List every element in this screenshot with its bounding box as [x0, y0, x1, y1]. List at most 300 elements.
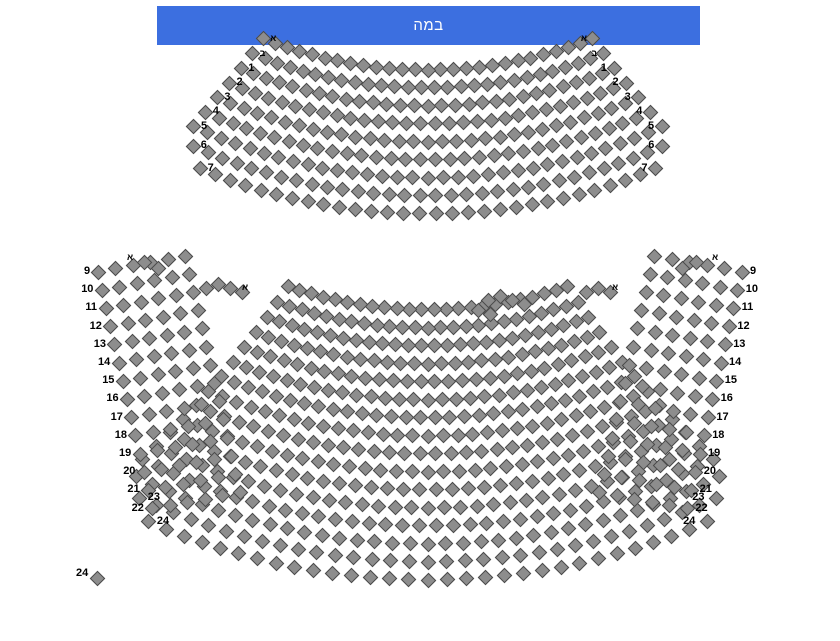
seat[interactable] — [385, 535, 401, 551]
seat[interactable] — [228, 508, 244, 524]
seat[interactable] — [449, 133, 465, 149]
seat[interactable] — [380, 481, 396, 497]
seat[interactable] — [195, 321, 211, 337]
seat[interactable] — [420, 428, 436, 444]
seat[interactable] — [329, 108, 345, 124]
seat[interactable] — [234, 434, 250, 450]
seat[interactable] — [176, 400, 192, 416]
seat[interactable] — [537, 360, 553, 376]
seat[interactable] — [316, 473, 332, 489]
seat[interactable] — [435, 428, 451, 444]
seat[interactable] — [550, 431, 566, 447]
seat[interactable] — [284, 467, 300, 483]
seat[interactable] — [287, 559, 303, 575]
seat[interactable] — [505, 440, 521, 456]
seat[interactable] — [700, 334, 716, 350]
seat[interactable] — [581, 310, 597, 326]
seat[interactable] — [352, 297, 368, 313]
seat[interactable] — [575, 369, 591, 385]
seat[interactable] — [413, 116, 429, 132]
seat[interactable] — [628, 541, 644, 557]
seat[interactable] — [231, 546, 247, 562]
seat[interactable] — [286, 154, 302, 170]
seat[interactable] — [441, 374, 457, 390]
seat[interactable] — [465, 426, 481, 442]
seat[interactable] — [343, 55, 359, 71]
seat[interactable] — [643, 266, 659, 282]
seat[interactable] — [283, 60, 299, 76]
seat[interactable] — [486, 406, 502, 422]
seat[interactable] — [138, 312, 154, 328]
seat[interactable] — [402, 536, 418, 552]
seat[interactable] — [129, 276, 145, 292]
seat[interactable] — [320, 179, 336, 195]
seat[interactable] — [525, 418, 541, 434]
seat[interactable] — [591, 551, 607, 567]
seat[interactable] — [350, 184, 366, 200]
seat[interactable] — [544, 396, 560, 412]
seat[interactable] — [345, 165, 361, 181]
seat[interactable] — [439, 554, 455, 570]
seat[interactable] — [444, 206, 460, 222]
seat[interactable] — [494, 550, 510, 566]
seat[interactable] — [626, 339, 642, 355]
seat[interactable] — [622, 524, 638, 540]
seat[interactable] — [654, 138, 670, 154]
seat[interactable] — [501, 146, 517, 162]
seat[interactable] — [509, 311, 525, 327]
seat[interactable] — [319, 309, 335, 325]
seat[interactable] — [609, 546, 625, 562]
seat[interactable] — [401, 338, 417, 354]
seat[interactable] — [420, 464, 436, 480]
seat[interactable] — [442, 410, 458, 426]
seat[interactable] — [687, 388, 703, 404]
seat[interactable] — [499, 459, 515, 475]
seat[interactable] — [452, 463, 468, 479]
seat[interactable] — [581, 165, 597, 181]
seat[interactable] — [357, 316, 373, 332]
seat[interactable] — [477, 389, 493, 405]
seat[interactable] — [326, 347, 342, 363]
seat[interactable] — [262, 517, 278, 533]
seat[interactable] — [129, 352, 145, 368]
seat[interactable] — [506, 182, 522, 198]
seat[interactable] — [311, 399, 327, 415]
seat[interactable] — [540, 470, 556, 486]
seat[interactable] — [340, 349, 356, 365]
seat[interactable] — [405, 428, 421, 444]
seat[interactable] — [305, 490, 321, 506]
seat[interactable] — [377, 300, 393, 316]
seat[interactable] — [377, 132, 393, 148]
seat[interactable] — [368, 59, 384, 75]
seat[interactable] — [692, 370, 708, 386]
seat[interactable] — [211, 502, 227, 518]
seat[interactable] — [193, 161, 209, 177]
seat[interactable] — [664, 528, 680, 544]
seat[interactable] — [298, 83, 314, 99]
seat[interactable] — [336, 440, 352, 456]
seat[interactable] — [501, 349, 517, 365]
seat[interactable] — [229, 394, 245, 410]
seat[interactable] — [391, 133, 407, 149]
seat[interactable] — [479, 334, 495, 350]
seat[interactable] — [708, 297, 724, 313]
seat[interactable] — [551, 486, 567, 502]
seat[interactable] — [343, 110, 359, 126]
seat[interactable] — [657, 512, 673, 528]
seat[interactable] — [219, 524, 235, 540]
seat[interactable] — [310, 141, 326, 157]
seat[interactable] — [215, 150, 231, 166]
seat[interactable] — [440, 80, 456, 96]
seat[interactable] — [503, 495, 519, 511]
seat[interactable] — [428, 482, 444, 498]
seat[interactable] — [302, 102, 318, 118]
seat[interactable] — [478, 570, 494, 586]
seat[interactable] — [492, 129, 508, 145]
seat[interactable] — [243, 399, 259, 415]
seat[interactable] — [511, 53, 527, 69]
seat[interactable] — [420, 536, 436, 552]
seat[interactable] — [497, 568, 513, 584]
seat[interactable] — [326, 402, 342, 418]
seat[interactable] — [178, 248, 194, 264]
seat[interactable] — [420, 500, 436, 516]
seat[interactable] — [390, 427, 406, 443]
seat[interactable] — [441, 116, 457, 132]
seat[interactable] — [439, 572, 455, 588]
seat[interactable] — [554, 412, 570, 428]
seat[interactable] — [405, 170, 421, 186]
seat[interactable] — [435, 170, 451, 186]
seat[interactable] — [563, 502, 579, 518]
seat[interactable] — [330, 53, 346, 69]
seat[interactable] — [322, 328, 338, 344]
seat[interactable] — [643, 342, 659, 358]
seat[interactable] — [276, 428, 292, 444]
seat[interactable] — [147, 273, 163, 289]
seat[interactable] — [490, 184, 506, 200]
seat[interactable] — [377, 390, 393, 406]
seat[interactable] — [516, 144, 532, 160]
seat[interactable] — [332, 476, 348, 492]
seat[interactable] — [367, 534, 383, 550]
seat[interactable] — [278, 502, 294, 518]
seat[interactable] — [390, 169, 406, 185]
seat[interactable] — [244, 161, 260, 177]
seat[interactable] — [487, 148, 503, 164]
seat[interactable] — [483, 112, 499, 128]
seat[interactable] — [289, 486, 305, 502]
seat[interactable] — [360, 167, 376, 183]
seat[interactable] — [495, 165, 511, 181]
seat[interactable] — [569, 150, 585, 166]
seat[interactable] — [355, 406, 371, 422]
seat[interactable] — [558, 392, 574, 408]
seat[interactable] — [279, 521, 295, 537]
seat[interactable] — [526, 528, 542, 544]
seat[interactable] — [463, 390, 479, 406]
seat[interactable] — [238, 454, 254, 470]
seat[interactable] — [328, 548, 344, 564]
seat[interactable] — [598, 141, 614, 157]
seat[interactable] — [429, 518, 445, 534]
seat[interactable] — [116, 297, 132, 313]
seat[interactable] — [414, 338, 430, 354]
seat[interactable] — [573, 130, 589, 146]
seat[interactable] — [306, 563, 322, 579]
seat[interactable] — [276, 353, 292, 369]
seat[interactable] — [399, 374, 415, 390]
seat[interactable] — [160, 327, 176, 343]
seat[interactable] — [513, 548, 529, 564]
seat[interactable] — [638, 285, 654, 301]
seat[interactable] — [349, 387, 365, 403]
seat[interactable] — [596, 46, 612, 62]
seat[interactable] — [413, 410, 429, 426]
seat[interactable] — [397, 188, 413, 204]
seat[interactable] — [486, 497, 502, 513]
seat[interactable] — [420, 356, 436, 372]
seat[interactable] — [399, 116, 415, 132]
seat[interactable] — [307, 380, 323, 396]
seat[interactable] — [648, 161, 664, 177]
seat[interactable] — [223, 173, 239, 189]
seat[interactable] — [392, 391, 408, 407]
seat[interactable] — [321, 70, 337, 86]
seat[interactable] — [348, 478, 364, 494]
seat[interactable] — [330, 163, 346, 179]
seat[interactable] — [254, 182, 270, 198]
seat[interactable] — [465, 168, 481, 184]
seat[interactable] — [699, 514, 715, 530]
seat[interactable] — [263, 349, 279, 365]
seat[interactable] — [472, 59, 488, 75]
seat[interactable] — [297, 396, 313, 412]
seat[interactable] — [242, 141, 258, 157]
seat[interactable] — [348, 202, 364, 218]
seat[interactable] — [310, 325, 326, 341]
seat[interactable] — [480, 425, 496, 441]
seat[interactable] — [272, 75, 288, 91]
seat[interactable] — [279, 373, 295, 389]
seat[interactable] — [108, 261, 124, 277]
seat[interactable] — [300, 470, 316, 486]
seat[interactable] — [294, 302, 310, 318]
seat[interactable] — [291, 431, 307, 447]
seat[interactable] — [476, 552, 492, 568]
seat[interactable] — [488, 93, 504, 109]
seat[interactable] — [346, 550, 362, 566]
seat[interactable] — [309, 545, 325, 561]
seat[interactable] — [506, 72, 522, 88]
seat[interactable] — [529, 509, 545, 525]
seat[interactable] — [493, 478, 509, 494]
seat[interactable] — [273, 483, 289, 499]
seat[interactable] — [530, 141, 546, 157]
seat[interactable] — [670, 385, 686, 401]
seat[interactable] — [358, 370, 374, 386]
seat[interactable] — [420, 392, 436, 408]
seat[interactable] — [400, 80, 416, 96]
seat[interactable] — [496, 514, 512, 530]
seat[interactable] — [203, 357, 219, 373]
seat[interactable] — [328, 292, 344, 308]
seat[interactable] — [595, 513, 611, 529]
seat[interactable] — [687, 312, 703, 328]
seat[interactable] — [379, 96, 395, 112]
seat[interactable] — [246, 419, 262, 435]
seat[interactable] — [568, 538, 584, 554]
seat[interactable] — [507, 127, 523, 143]
seat[interactable] — [578, 517, 594, 533]
seat[interactable] — [475, 186, 491, 202]
seat[interactable] — [480, 76, 496, 92]
seat[interactable] — [274, 169, 290, 185]
seat[interactable] — [549, 118, 565, 134]
seat[interactable] — [301, 415, 317, 431]
seat[interactable] — [510, 421, 526, 437]
seat[interactable] — [387, 499, 403, 515]
seat[interactable] — [427, 374, 443, 390]
seat[interactable] — [444, 188, 460, 204]
seat[interactable] — [541, 341, 557, 357]
seat[interactable] — [566, 95, 582, 111]
seat[interactable] — [383, 151, 399, 167]
seat[interactable] — [331, 421, 347, 437]
seat[interactable] — [340, 295, 356, 311]
seat[interactable] — [285, 79, 301, 95]
seat[interactable] — [449, 391, 465, 407]
seat[interactable] — [300, 194, 316, 210]
seat[interactable] — [682, 331, 698, 347]
seat[interactable] — [186, 138, 202, 154]
seat[interactable] — [428, 410, 444, 426]
seat[interactable] — [296, 138, 312, 154]
seat[interactable] — [544, 525, 560, 541]
seat[interactable] — [480, 167, 496, 183]
seat[interactable] — [427, 116, 443, 132]
seat[interactable] — [285, 191, 301, 207]
seat[interactable] — [257, 146, 273, 162]
seat[interactable] — [300, 157, 316, 173]
seat[interactable] — [352, 93, 368, 109]
seat[interactable] — [365, 299, 381, 315]
seat[interactable] — [375, 426, 391, 442]
seat[interactable] — [495, 423, 511, 439]
seat[interactable] — [448, 97, 464, 113]
seat[interactable] — [382, 445, 398, 461]
seat[interactable] — [442, 152, 458, 168]
seat[interactable] — [521, 179, 537, 195]
seat[interactable] — [316, 418, 332, 434]
seat[interactable] — [572, 556, 588, 572]
seat[interactable] — [366, 95, 382, 111]
seat[interactable] — [550, 542, 566, 558]
seat[interactable] — [335, 330, 351, 346]
seat[interactable] — [457, 553, 473, 569]
seat[interactable] — [360, 425, 376, 441]
seat[interactable] — [214, 131, 230, 147]
seat[interactable] — [450, 169, 466, 185]
seat[interactable] — [678, 273, 694, 289]
seat[interactable] — [545, 451, 561, 467]
seat[interactable] — [151, 291, 167, 307]
seat[interactable] — [567, 483, 583, 499]
seat[interactable] — [524, 197, 540, 213]
seat[interactable] — [360, 76, 376, 92]
seat[interactable] — [491, 532, 507, 548]
seat[interactable] — [604, 529, 620, 545]
seat[interactable] — [386, 373, 402, 389]
seat[interactable] — [273, 538, 289, 554]
seat[interactable] — [546, 506, 562, 522]
seat[interactable] — [353, 352, 369, 368]
seat[interactable] — [479, 516, 495, 532]
seat[interactable] — [530, 454, 546, 470]
seat[interactable] — [295, 63, 311, 79]
seat[interactable] — [331, 311, 347, 327]
seat[interactable] — [496, 368, 512, 384]
seat[interactable] — [344, 514, 360, 530]
seat[interactable] — [381, 61, 397, 77]
seat[interactable] — [428, 188, 444, 204]
seat[interactable] — [146, 425, 162, 441]
seat[interactable] — [444, 482, 460, 498]
seat[interactable] — [316, 197, 332, 213]
seat[interactable] — [133, 370, 149, 386]
seat[interactable] — [509, 476, 525, 492]
seat[interactable] — [696, 352, 712, 368]
seat[interactable] — [213, 541, 229, 557]
seat[interactable] — [647, 248, 663, 264]
seat[interactable] — [471, 408, 487, 424]
seat[interactable] — [128, 428, 144, 444]
seat[interactable] — [571, 187, 587, 203]
seat[interactable] — [378, 517, 394, 533]
seat[interactable] — [373, 462, 389, 478]
seat[interactable] — [551, 173, 567, 189]
seat[interactable] — [458, 571, 474, 587]
seat[interactable] — [295, 451, 311, 467]
seat[interactable] — [533, 380, 549, 396]
seat[interactable] — [383, 553, 399, 569]
seat[interactable] — [141, 514, 157, 530]
seat[interactable] — [627, 131, 643, 147]
seat[interactable] — [427, 338, 443, 354]
seat[interactable] — [457, 409, 473, 425]
seat[interactable] — [394, 61, 410, 77]
seat[interactable] — [344, 368, 360, 384]
seat[interactable] — [311, 454, 327, 470]
seat[interactable] — [428, 206, 444, 222]
seat[interactable] — [308, 67, 324, 83]
seat[interactable] — [474, 444, 490, 460]
seat[interactable] — [642, 104, 658, 120]
seat[interactable] — [99, 301, 115, 317]
seat[interactable] — [173, 306, 189, 322]
seat[interactable] — [342, 459, 358, 475]
seat[interactable] — [335, 182, 351, 198]
seat[interactable] — [434, 392, 450, 408]
seat[interactable] — [717, 261, 733, 277]
seat[interactable] — [253, 459, 269, 475]
seat[interactable] — [525, 160, 541, 176]
seat[interactable] — [565, 428, 581, 444]
seat[interactable] — [630, 321, 646, 337]
